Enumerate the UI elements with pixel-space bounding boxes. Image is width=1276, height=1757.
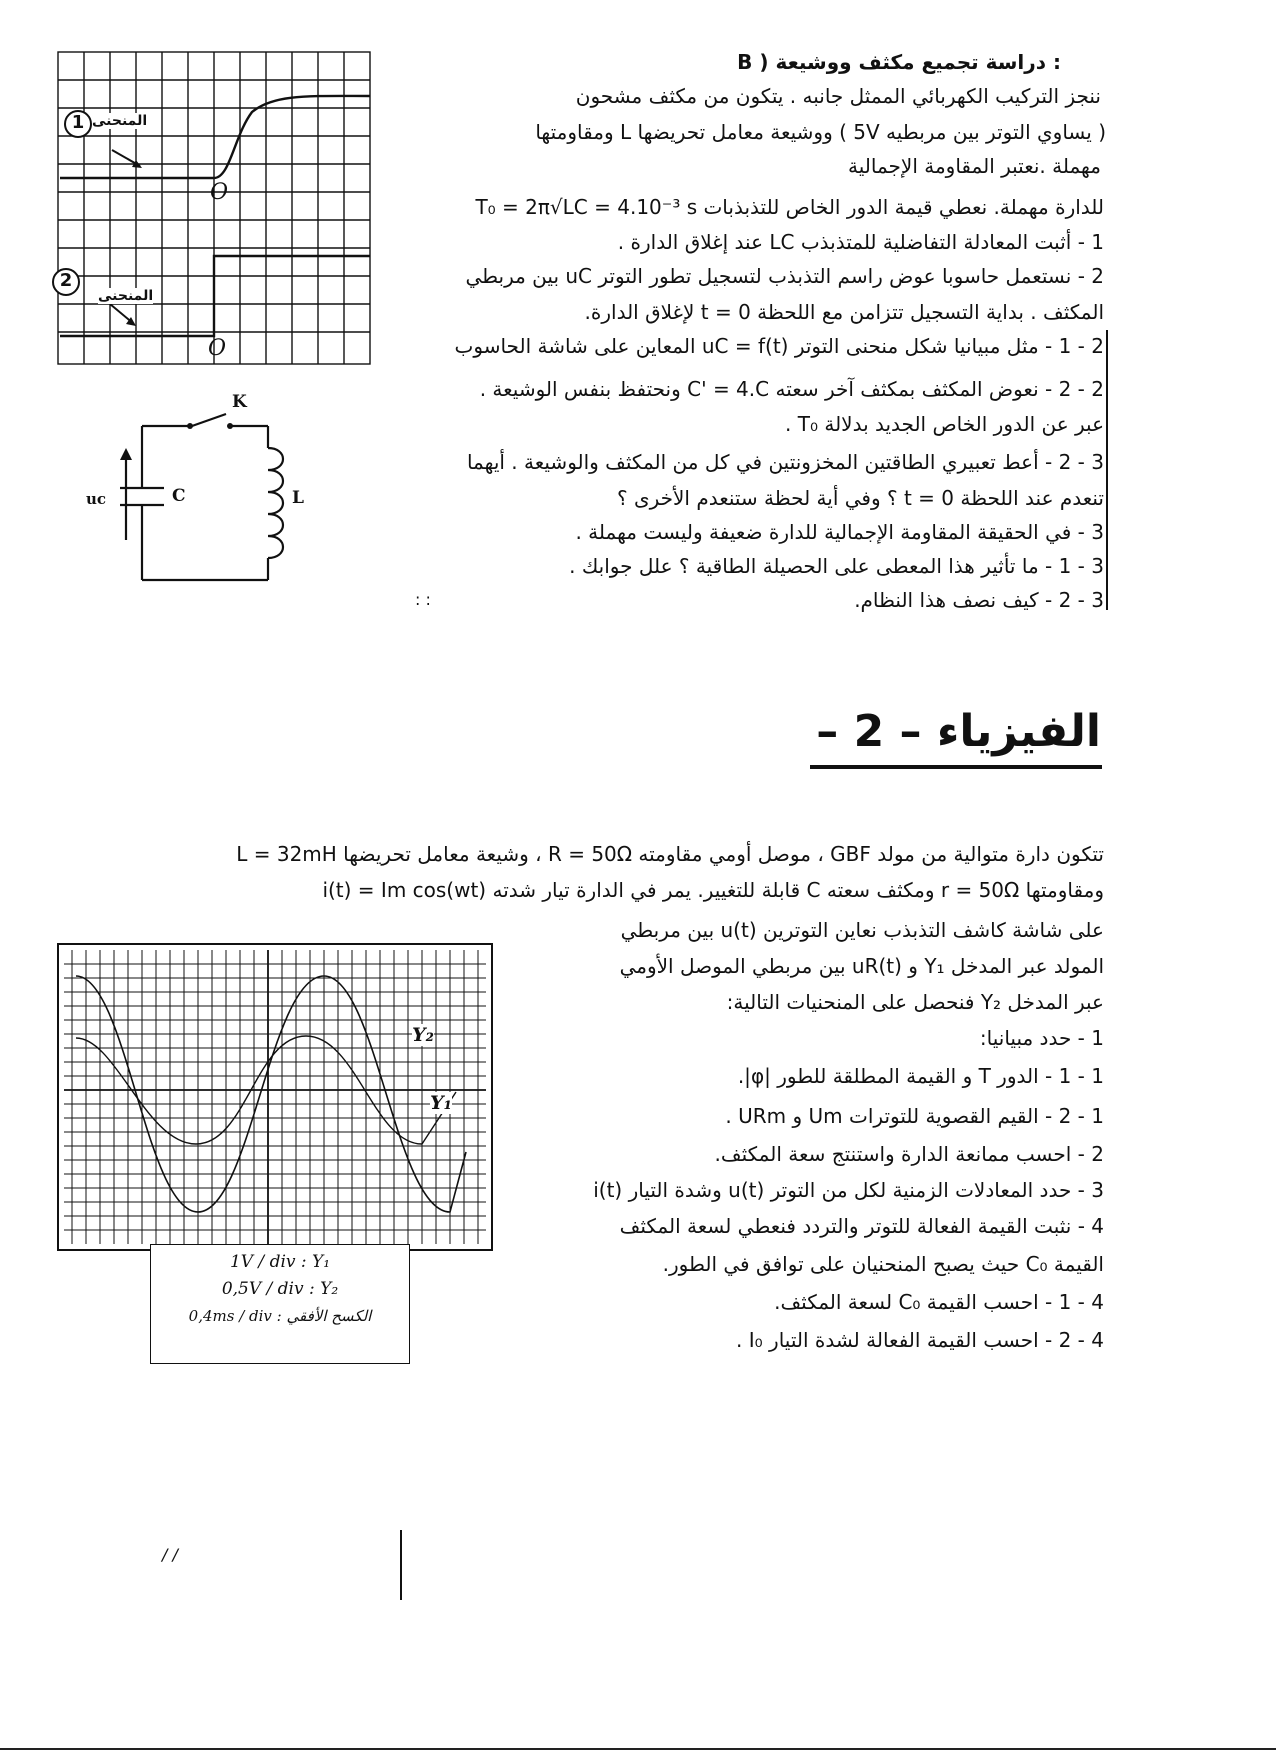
section-2-q4-cont: القيمة C₀ حيث يصبح المنحنيان على توافق في الطور. — [662, 1252, 1104, 1276]
curve-2-label: المنحنى — [98, 288, 154, 304]
lc-circuit-diagram — [80, 400, 320, 590]
section-2-line-5: عبر المدخل Y₂ فنحصل على المنحنيات التالية: — [726, 990, 1104, 1014]
section-2-q4: 4 - نثبت القيمة الفعالة للتوتر والتردد فنعطي لسعة المكثف — [619, 1214, 1104, 1238]
curve-1-number: 1 — [71, 112, 85, 133]
question-3-2: 3 - 2 - أعط تعبيري الطاقتين المخزونتين في كل من المكثف والوشيعة . أيهما — [466, 450, 1104, 474]
title-underline — [810, 765, 1102, 769]
question-3-2b: 3 - 2 - كيف نصف هذا النظام. — [854, 588, 1104, 612]
uc-curves-graph — [48, 50, 374, 368]
question-3-1: 3 - 1 - ما تأثير هذا المعطى على الحصيلة الطاقية ؟ علل جوابك . — [569, 554, 1104, 578]
oscilloscope-legend — [150, 1244, 410, 1364]
right-margin-line — [1106, 330, 1108, 610]
origin-label-1: O — [210, 180, 229, 205]
section-2-line-1: تتكون دارة متوالية من مولد GBF ، موصل أومي مقاومته R = 50Ω ، وشيعة معامل تحريضها L = 32mH — [236, 842, 1104, 866]
question-2-cont: المكثف . بداية التسجيل تتزامن مع اللحظة t = 0 لإغلاق الدارة. — [584, 300, 1104, 324]
switch-label: K — [232, 392, 247, 412]
section-2-line-4: المولد عبر المدخل Y₁ و uR(t) بين مربطي الموصل الأومي — [619, 954, 1104, 978]
section-2-q1-1: 1 - 1 - الدور T و القيمة المطلقة للطور |φ|. — [737, 1064, 1104, 1088]
section-b-heading: : دراسة تجميع مكثف ووشيعة ( B — [737, 50, 1061, 74]
inductor-label: L — [292, 488, 304, 508]
section-2-q2: 2 - احسب ممانعة الدارة واستنتج سعة المكثف. — [714, 1142, 1104, 1166]
y2-label: Y₂ — [412, 1024, 434, 1046]
legend-y2: 0,5V / div : Y₂ — [221, 1279, 339, 1299]
section-b-line-3: مهملة .نعتبر المقاومة الإجمالية — [848, 154, 1101, 178]
section-2-q3: 3 - حدد المعادلات الزمنية لكل من التوتر u(t) وشدة التيار i(t) — [593, 1178, 1104, 1202]
question-2-1: 2 - 1 - مثل مبيانيا شكل منحنى التوتر uC = f(t) المعاين على شاشة الحاسوب — [454, 334, 1104, 358]
section-2-q1: 1 - حدد مبيانيا: — [979, 1026, 1104, 1050]
question-1: 1 - أثبت المعادلة التفاضلية للمتذبذب LC عند إغلاق الدارة . — [617, 230, 1104, 254]
section-b-line-1: ننجز التركيب الكهربائي الممثل جانبه . يتكون من مكثف مشحون — [575, 84, 1101, 108]
section-2-q4-1: 4 - 1 - احسب القيمة C₀ لسعة المكثف. — [774, 1290, 1104, 1314]
question-3: 3 - في الحقيقة المقاومة الإجمالية للدارة ضعيفة وليست مهملة . — [575, 520, 1104, 544]
section-b-line-4: للدارة مهملة. نعطي قيمة الدور الخاص للتذبذبات T₀ = 2π√LC = 4.10⁻³ s — [475, 195, 1104, 219]
question-2-2-cont: عبر عن الدور الخاص الجديد بدلالة T₀ . — [785, 412, 1104, 436]
legend-y1: 1V / div : Y₁ — [229, 1252, 331, 1272]
section-b-line-2: ( يساوي التوتر بين مربطيه 5V ) ووشيعة معامل تحريضها L ومقاومتها — [535, 120, 1106, 144]
question-2-2: 2 - 2 - نعوض المكثف بمكثف آخر سعته C' = 4.C ونحتفظ بنفس الوشيعة . — [479, 377, 1104, 401]
voltage-label: uc — [86, 490, 107, 508]
capacitor-label: C — [172, 486, 186, 506]
stray-dots: : : — [415, 590, 431, 609]
question-2: 2 - نستعمل حاسوبا عوض راسم التذبذب لتسجيل تطور التوتر uC بين مربطي — [465, 264, 1104, 288]
section-2-q1-2: 1 - 2 - القيم القصوية للتوترات Um و URm . — [725, 1104, 1104, 1128]
question-3-2-cont: تنعدم عند اللحظة t = 0 ؟ وفي أية لحظة ستنعدم الأخرى ؟ — [616, 486, 1104, 510]
bottom-rule — [0, 1748, 1276, 1750]
origin-label-2: O — [208, 336, 227, 361]
section-2-line-2: ومقاومتها r = 50Ω ومكثف سعته C قابلة للتغيير. يمر في الدارة تيار شدته i(t) = Im cos(wt) — [322, 878, 1104, 902]
legend-sweep: 0,4ms / div : الكسح الأفقي — [188, 1307, 372, 1325]
section-2-title: الفيزياء – 2 – — [816, 706, 1101, 757]
section-2-line-3: على شاشة كاشف التذبذب نعاين التوترين u(t) بين مربطي — [620, 918, 1104, 942]
footer-marks: / / — [162, 1545, 178, 1564]
section-2-q4-2: 4 - 2 - احسب القيمة الفعالة لشدة التيار I₀ . — [736, 1328, 1104, 1352]
y1-label: Y₁ — [430, 1092, 452, 1114]
footer-vertical-line — [400, 1530, 402, 1600]
curve-2-number: 2 — [59, 270, 73, 291]
curve-1-label: المنحنى — [92, 113, 148, 129]
